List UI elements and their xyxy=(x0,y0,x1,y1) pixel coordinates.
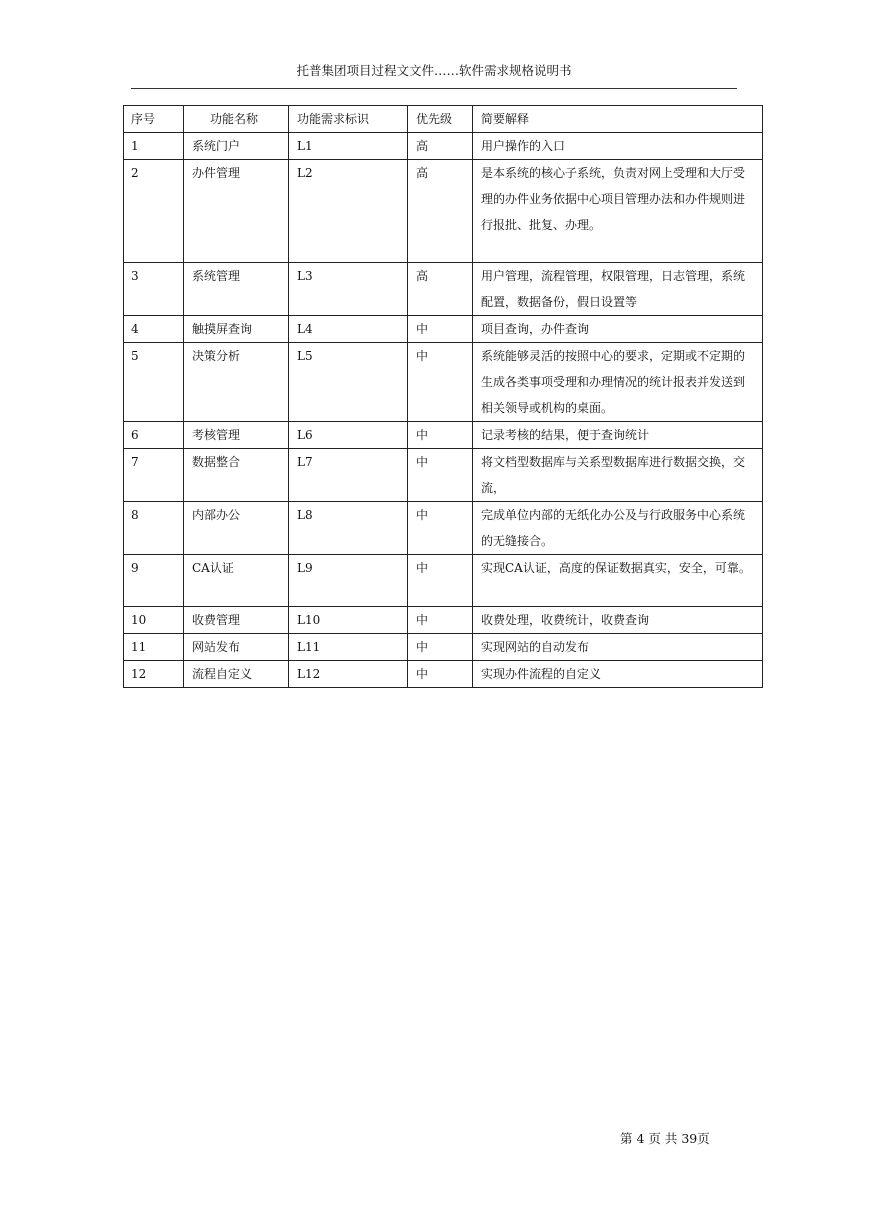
table-row xyxy=(124,661,763,688)
priority-cell: 中 xyxy=(408,343,473,422)
col-header-id: 功能需求标识 xyxy=(289,106,408,133)
table-row xyxy=(124,607,763,634)
function-name-cell: 数据整合 xyxy=(184,449,289,502)
row-number-cell: 5 xyxy=(124,343,184,422)
page-header xyxy=(131,62,737,89)
table-row xyxy=(124,555,763,607)
description-cell: 项目查询，办件查询 xyxy=(473,316,763,343)
function-name-cell: 网站发布 xyxy=(184,634,289,661)
priority-cell: 中 xyxy=(408,449,473,502)
priority-cell: 中 xyxy=(408,502,473,555)
table-row xyxy=(124,133,763,160)
row-number-cell: 2 xyxy=(124,160,184,263)
row-number-cell: 1 xyxy=(124,133,184,160)
row-number-cell: 3 xyxy=(124,263,184,316)
row-number-cell: 7 xyxy=(124,449,184,502)
function-name-cell: 考核管理 xyxy=(184,422,289,449)
description-cell: 用户操作的入口 xyxy=(473,133,763,160)
function-name-cell: 内部办公 xyxy=(184,502,289,555)
priority-cell: 中 xyxy=(408,316,473,343)
col-header-no: 序号 xyxy=(124,106,184,133)
function-name-cell: 办件管理 xyxy=(184,160,289,263)
description-cell: 将文档型数据库与关系型数据库进行数据交换，交流， xyxy=(473,449,763,502)
requirement-id-cell: L7 xyxy=(289,449,408,502)
requirement-id-cell: L12 xyxy=(289,661,408,688)
requirement-id-cell: L8 xyxy=(289,502,408,555)
col-header-desc: 简要解释 xyxy=(473,106,763,133)
description-cell: 用户管理，流程管理，权限管理，日志管理，系统配置，数据备份，假日设置等 xyxy=(473,263,763,316)
row-number-cell: 4 xyxy=(124,316,184,343)
table-row xyxy=(124,263,763,316)
table-row xyxy=(124,449,763,502)
requirement-id-cell: L5 xyxy=(289,343,408,422)
row-number-cell: 9 xyxy=(124,555,184,607)
table-row xyxy=(124,316,763,343)
priority-cell: 中 xyxy=(408,607,473,634)
table-row xyxy=(124,634,763,661)
description-cell: 完成单位内部的无纸化办公及与行政服务中心系统的无缝接合。 xyxy=(473,502,763,555)
row-number-cell: 8 xyxy=(124,502,184,555)
description-cell: 实现网站的自动发布 xyxy=(473,634,763,661)
table-row xyxy=(124,343,763,422)
requirement-id-cell: L1 xyxy=(289,133,408,160)
page-footer xyxy=(620,1130,760,1148)
requirement-id-cell: L4 xyxy=(289,316,408,343)
description-cell: 系统能够灵活的按照中心的要求，定期或不定期的生成各类事项受理和办理情况的统计报表并发送到相关领导或机构的桌面。 xyxy=(473,343,763,422)
priority-cell: 中 xyxy=(408,661,473,688)
table-header-row xyxy=(124,106,763,133)
priority-cell: 高 xyxy=(408,160,473,263)
table-row xyxy=(124,422,763,449)
row-number-cell: 10 xyxy=(124,607,184,634)
description-cell: 实现CA认证，高度的保证数据真实，安全，可靠。 xyxy=(473,555,763,607)
table-row xyxy=(124,502,763,555)
priority-cell: 中 xyxy=(408,422,473,449)
function-name-cell: 系统门户 xyxy=(184,133,289,160)
table-row xyxy=(124,160,763,263)
function-name-cell: 系统管理 xyxy=(184,263,289,316)
priority-cell: 高 xyxy=(408,263,473,316)
description-cell: 记录考核的结果，便于查询统计 xyxy=(473,422,763,449)
priority-cell: 高 xyxy=(408,133,473,160)
document-title: 托普集团项目过程文文件……软件需求规格说明书 xyxy=(296,63,572,78)
col-header-name: 功能名称 xyxy=(184,106,289,133)
function-name-cell: CA认证 xyxy=(184,555,289,607)
description-cell: 实现办件流程的自定义 xyxy=(473,661,763,688)
row-number-cell: 11 xyxy=(124,634,184,661)
requirement-id-cell: L10 xyxy=(289,607,408,634)
priority-cell: 中 xyxy=(408,555,473,607)
function-name-cell: 流程自定义 xyxy=(184,661,289,688)
requirement-id-cell: L6 xyxy=(289,422,408,449)
row-number-cell: 6 xyxy=(124,422,184,449)
function-name-cell: 收费管理 xyxy=(184,607,289,634)
priority-cell: 中 xyxy=(408,634,473,661)
requirement-id-cell: L3 xyxy=(289,263,408,316)
description-cell: 是本系统的核心子系统，负责对网上受理和大厅受理的办件业务依据中心项目管理办法和办件规则进行报批、批复、办理。 xyxy=(473,160,763,263)
page-number: 第 4 页 共 39页 xyxy=(620,1131,710,1146)
requirement-id-cell: L9 xyxy=(289,555,408,607)
description-cell: 收费处理，收费统计，收费查询 xyxy=(473,607,763,634)
row-number-cell: 12 xyxy=(124,661,184,688)
function-name-cell: 决策分析 xyxy=(184,343,289,422)
col-header-priority: 优先级 xyxy=(408,106,473,133)
function-name-cell: 触摸屏查询 xyxy=(184,316,289,343)
requirement-id-cell: L2 xyxy=(289,160,408,263)
requirement-id-cell: L11 xyxy=(289,634,408,661)
requirements-table xyxy=(123,105,763,688)
